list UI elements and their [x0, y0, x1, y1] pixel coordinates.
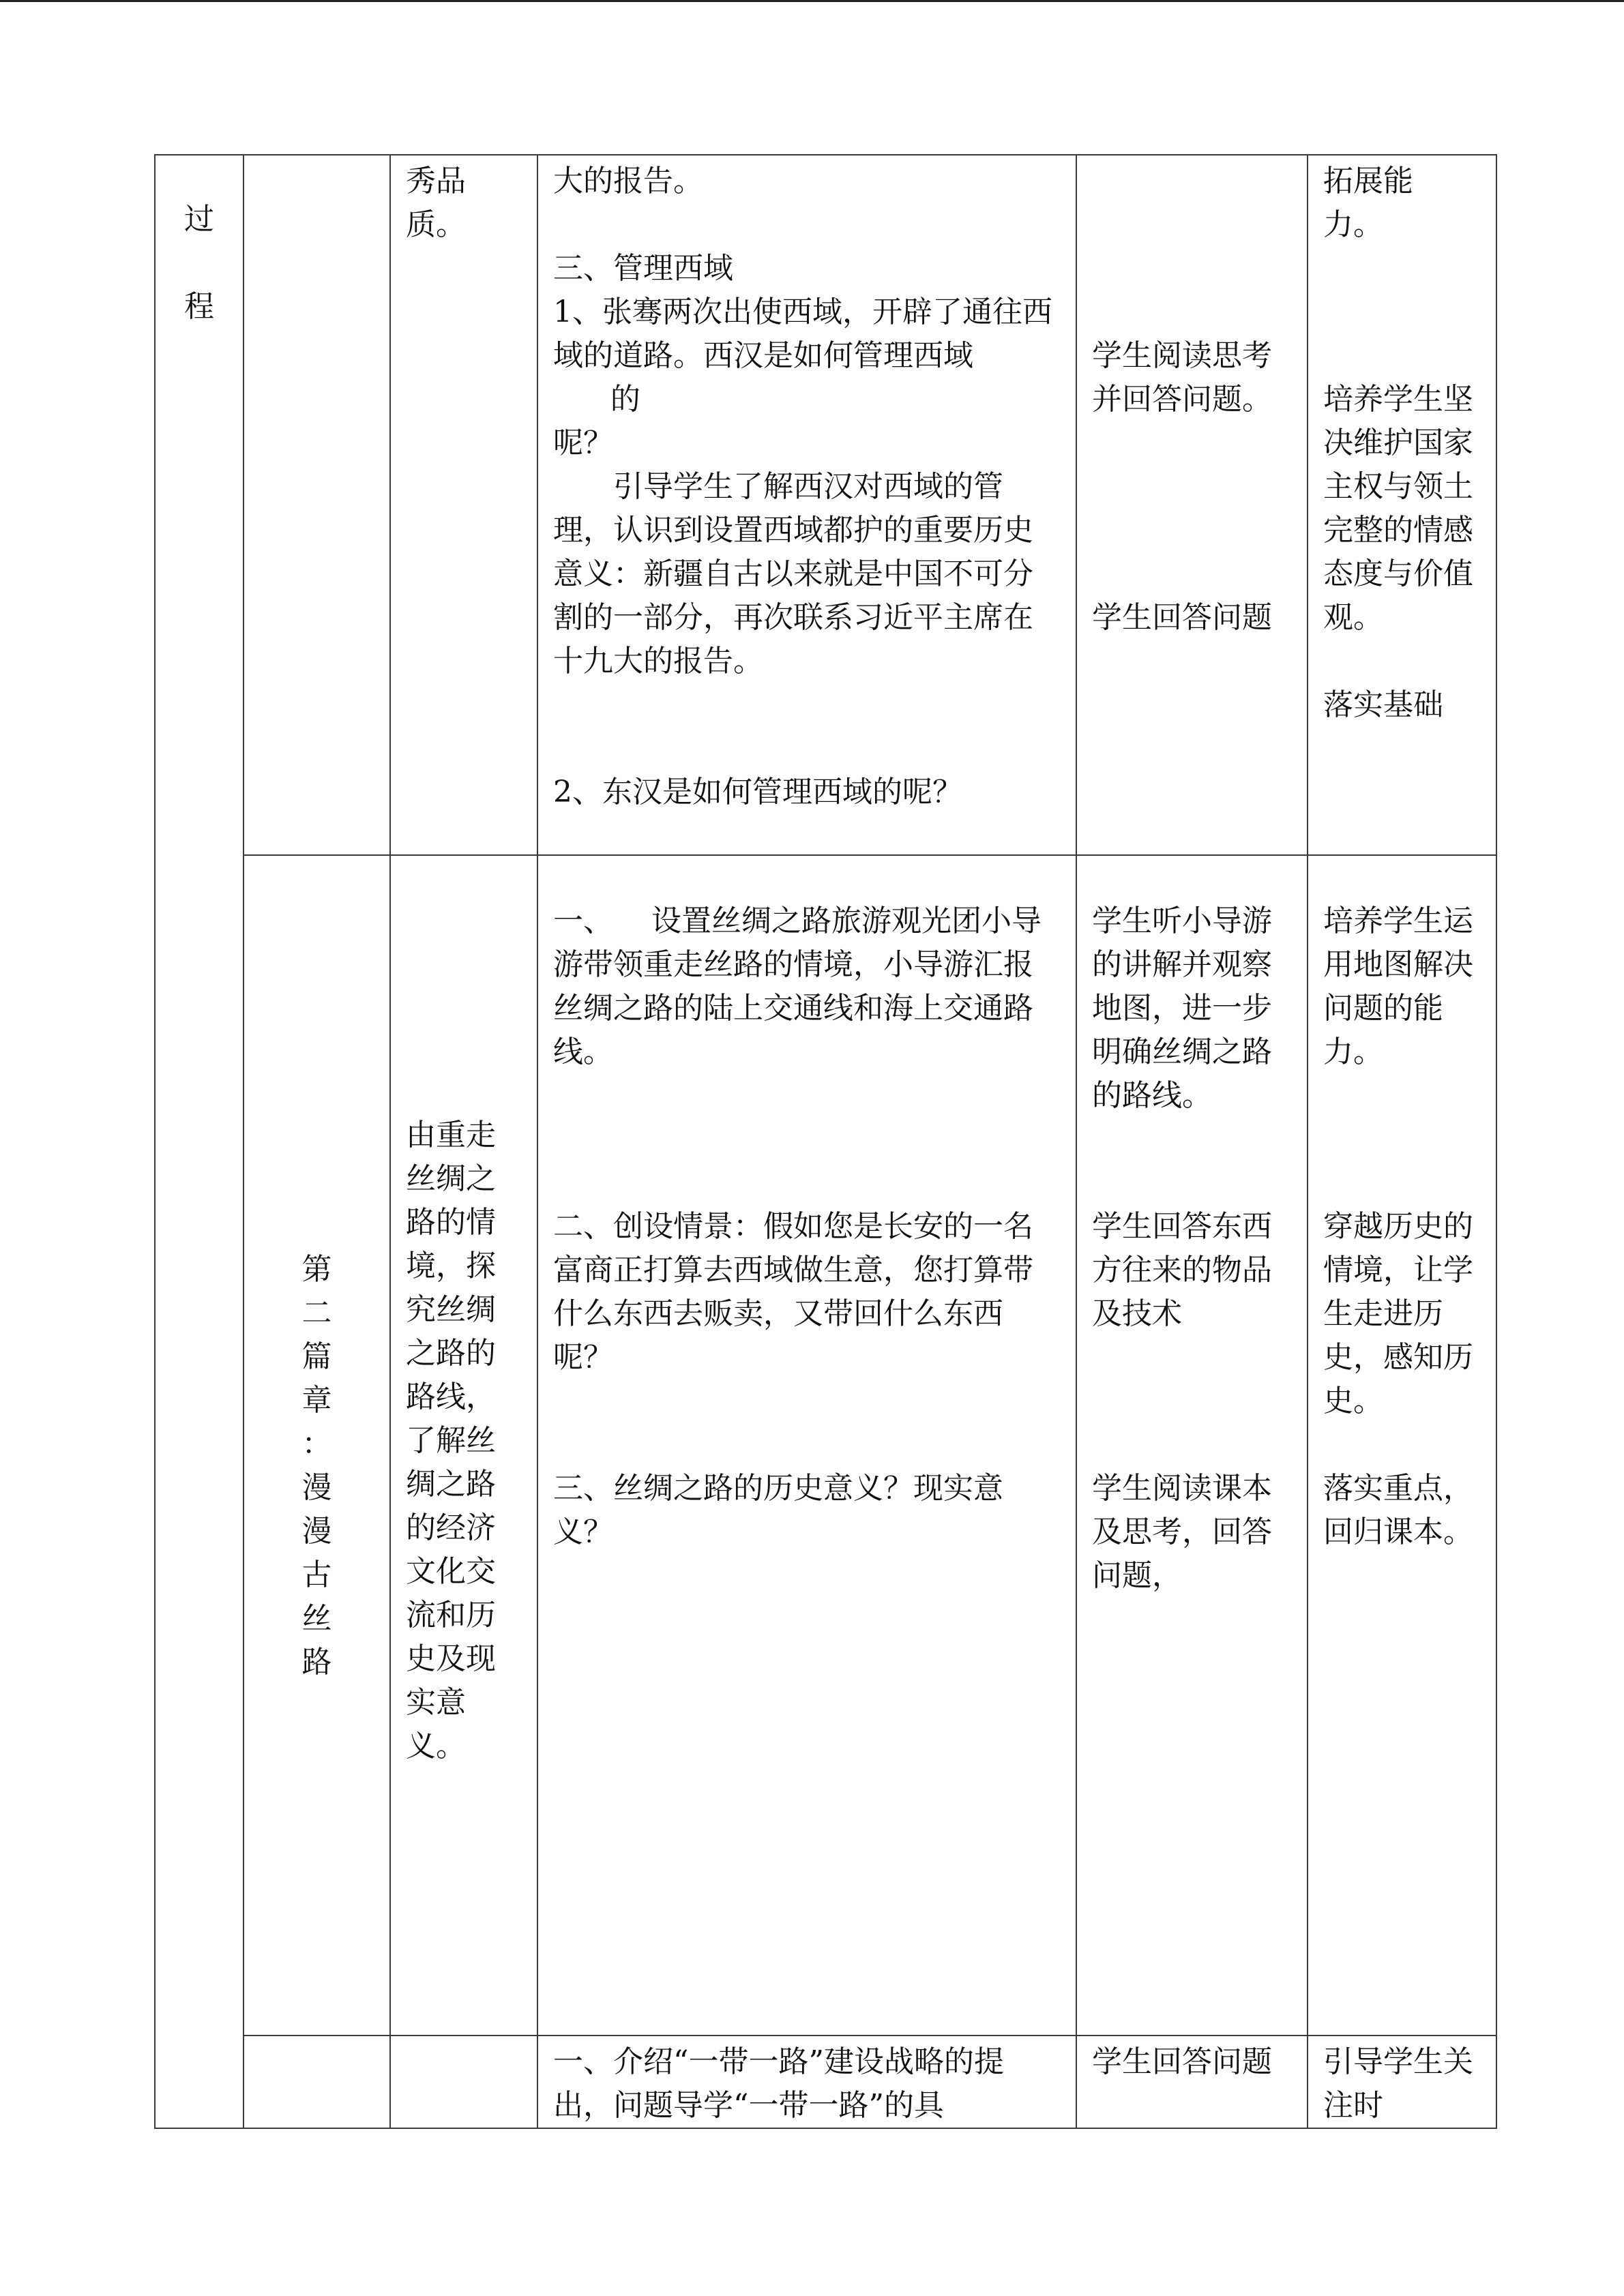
section-title-glyph: 丝: [301, 1600, 332, 1636]
student-activity-cell: [1076, 155, 1308, 855]
design-intent-paragraph: 穿越历史的情境，让学生走进历史，感知历史。: [1323, 1209, 1473, 1418]
student-activity-cell: [1076, 855, 1308, 2036]
lesson-plan-table: [154, 154, 1497, 2129]
section-title-glyph: 第: [301, 1251, 332, 1287]
design-intent-paragraph: 拓展能 力。: [1323, 164, 1413, 242]
teacher-activity-paragraph: 引导学生了解西汉对西域的管理，认识到设置西域都护的重要历史意义：新疆自古以来就是中国不可分割的一部分，再次联系习近平主席在十九大的报告。: [553, 469, 1033, 679]
section-title-glyph: 篇: [301, 1339, 332, 1374]
objective-paragraph: 秀品 质。: [406, 164, 466, 242]
objective-text: [391, 155, 537, 247]
teacher-activity-paragraph: 一、 设置丝绸之路旅游观光团小导游带领重走丝路的情境，小导游汇报丝绸之路的陆上交通线和海上交通路线。: [553, 904, 1042, 1069]
design-intent-cell: [1308, 855, 1496, 2036]
teacher-activity-paragraph: 2、东汉是如何管理西域的呢？: [553, 775, 962, 809]
teacher-activity-paragraph: 二、创设情景：假如您是长安的一名富商正打算去西域做生意，您打算带什么东西去贩卖，又带回什么东西呢？: [553, 1209, 1033, 1375]
student-activity-paragraph: 学生听小导游的讲解并观察地图，进一步明确丝绸之路的路线。: [1092, 904, 1272, 1113]
teacher-activity-paragraph: 三、管理西域: [553, 251, 733, 286]
section-title-cell: [243, 2036, 390, 2128]
section-title-glyph: 漫: [301, 1513, 332, 1549]
design-intent-paragraph: 落实重点，回归课本。: [1323, 1471, 1473, 1549]
table-row: [155, 2036, 1496, 2128]
objective-cell: [390, 855, 537, 2036]
design-intent-cell: [1308, 2036, 1496, 2128]
section-title-glyph: 路: [301, 1644, 332, 1680]
design-intent: [1308, 899, 1496, 1554]
design-intent-cell: [1308, 155, 1496, 855]
section-title-glyph: 二: [301, 1295, 332, 1330]
objective-cell: [390, 155, 537, 855]
teacher-activity: [538, 856, 1076, 1554]
student-activity-paragraph: 学生阅读思考并回答问题。: [1092, 338, 1272, 417]
teacher-activity-cell: [537, 155, 1076, 855]
teacher-activity-paragraph: 一、介绍“一带一路”建设战略的提出，问题导学“一带一路”的具: [553, 2044, 1004, 2123]
design-intent: [1308, 2036, 1496, 2128]
objective-paragraph: 由重走丝绸之路的情境，探究丝绸之路的路线，了解丝绸之路的经济文化交流和历史及现实意义。: [406, 1117, 496, 1763]
student-activity-paragraph: 学生回答问题: [1092, 2044, 1272, 2079]
teacher-activity-cell: [537, 855, 1076, 2036]
student-activity-paragraph: 学生回答东西方往来的物品及技术: [1092, 1209, 1272, 1331]
section-title-glyph: 章: [301, 1382, 332, 1418]
teacher-activity-cell: [537, 2036, 1076, 2128]
stage-label-cell: [155, 155, 243, 2128]
teacher-activity-paragraph: 1、张骞两次出使西域，开辟了通往西域的道路。西汉是如何管理西域 的 呢？: [553, 295, 1052, 460]
section-title-cell: [243, 855, 390, 2036]
student-activity: [1077, 899, 1307, 1598]
section-title-glyph: 漫: [301, 1470, 332, 1505]
objective-text: [391, 1109, 537, 1782]
student-activity-paragraph: 学生回答问题: [1092, 600, 1272, 635]
teacher-activity: [538, 155, 1076, 814]
design-intent-paragraph: 培养学生坚决维护国家主权与领土完整的情感态度与价值观。: [1323, 382, 1473, 635]
page-top-border: [0, 0, 1624, 2]
design-intent-paragraph: 引导学生关注时: [1323, 2044, 1473, 2123]
student-activity: [1077, 2036, 1307, 2084]
teacher-activity-paragraph: 大的报告。: [553, 164, 703, 198]
stage-label-glyph: 程: [184, 289, 214, 324]
design-intent-paragraph: 培养学生运用地图解决问题的能力。: [1323, 904, 1473, 1069]
design-intent-paragraph: 落实基础: [1323, 687, 1443, 722]
section-title-cell: [243, 155, 390, 855]
section-title-glyph: 古: [301, 1557, 332, 1592]
teacher-activity: [538, 2036, 1076, 2128]
objective-cell: [390, 2036, 537, 2128]
student-activity: [1077, 155, 1307, 640]
student-activity-paragraph: 学生阅读课本及思考，回答问题，: [1092, 1471, 1272, 1593]
objective-text: [391, 2036, 537, 2040]
design-intent: [1308, 155, 1496, 727]
section-title-glyph: ：: [301, 1426, 332, 1461]
teacher-activity-paragraph: 三、丝绸之路的历史意义？现实意义？: [553, 1471, 1003, 1549]
student-activity-cell: [1076, 2036, 1308, 2128]
table-row: [155, 155, 1496, 855]
stage-label-glyph: 过: [184, 202, 214, 237]
table-row: [155, 855, 1496, 2036]
stage-label: [156, 155, 243, 329]
section-title: [244, 1207, 389, 1684]
